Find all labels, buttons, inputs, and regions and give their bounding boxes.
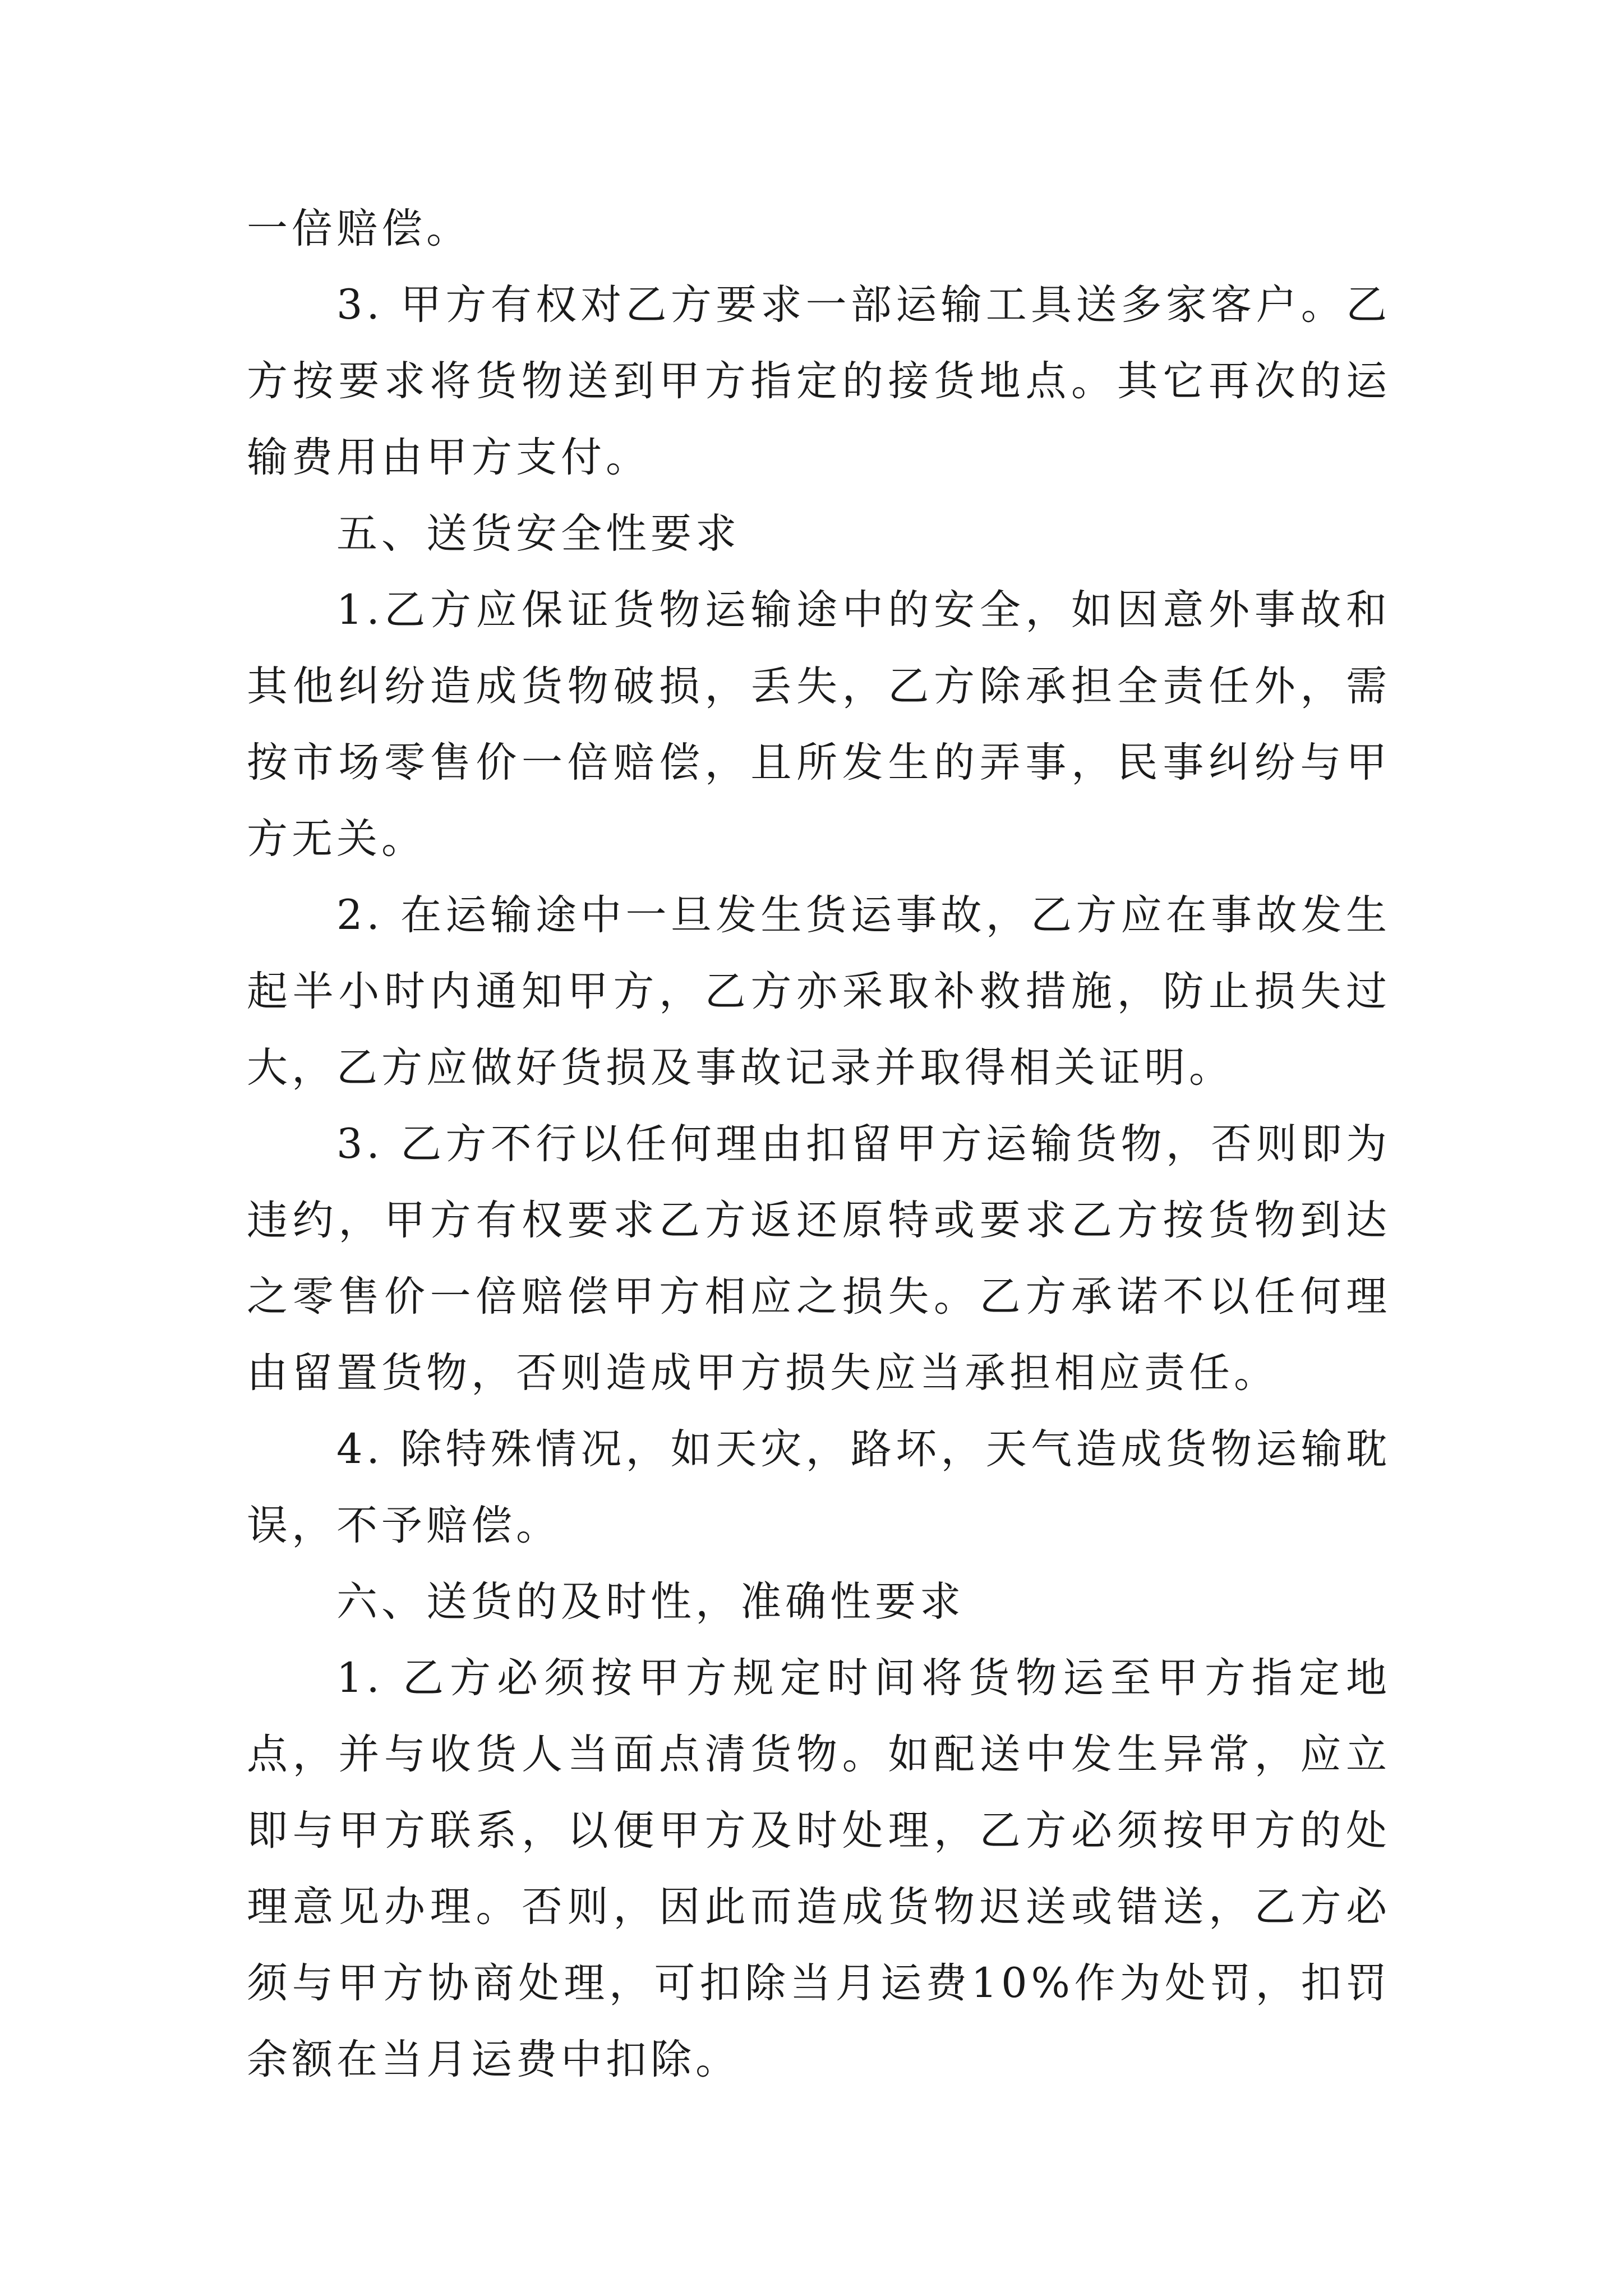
section-heading-5: 五、送货安全性要求 [336,510,740,558]
paragraph-continuation: 一倍赔偿。 [247,205,471,252]
section-heading-6: 六、送货的及时性，准确性要求 [336,1578,965,1626]
paragraph-clause-5-4: 4. 除特殊情况，如天灾，路坏，天气造成货物运输耽误，不予赔偿。 [247,1425,1391,1549]
paragraph-clause-5-1: 1.乙方应保证货物运输途中的安全，如因意外事故和其他纠纷造成货物破损，丢失，乙方除承担全责任外，需按市场零售价一倍赔偿，且所发生的弄事，民事纠纷与甲方无关。 [247,586,1391,863]
paragraph-clause-4-3: 3. 甲方有权对乙方要求一部运输工具送多家客户。乙方按要求将货物送到甲方指定的接货地点。其它再次的运输费用由甲方支付。 [247,281,1391,481]
paragraph-clause-5-2: 2. 在运输途中一旦发生货运事故，乙方应在事故发生起半小时内通知甲方，乙方亦采取补救措施，防止损失过大，乙方应做好货损及事故记录并取得相关证明。 [247,891,1391,1092]
paragraph-clause-5-3: 3. 乙方不行以任何理由扣留甲方运输货物，否则即为违约，甲方有权要求乙方返还原特或要求乙方按货物到达之零售价一倍赔偿甲方相应之损失。乙方承诺不以任何理由留置货物，否则造成甲方损失应当承担相应责任。 [247,1120,1391,1397]
paragraph-clause-6-1: 1. 乙方必须按甲方规定时间将货物运至甲方指定地点，并与收货人当面点清货物。如配送中发生异常，应立即与甲方联系，以便甲方及时处理，乙方必须按甲方的处理意见办理。否则，因此而造成货物迟送或错送，乙方必须与甲方协商处理，可扣除当月运费10%作为处罚，扣罚余额在当月运费中扣除。 [247,1654,1391,2083]
document-body [247,191,1391,2098]
